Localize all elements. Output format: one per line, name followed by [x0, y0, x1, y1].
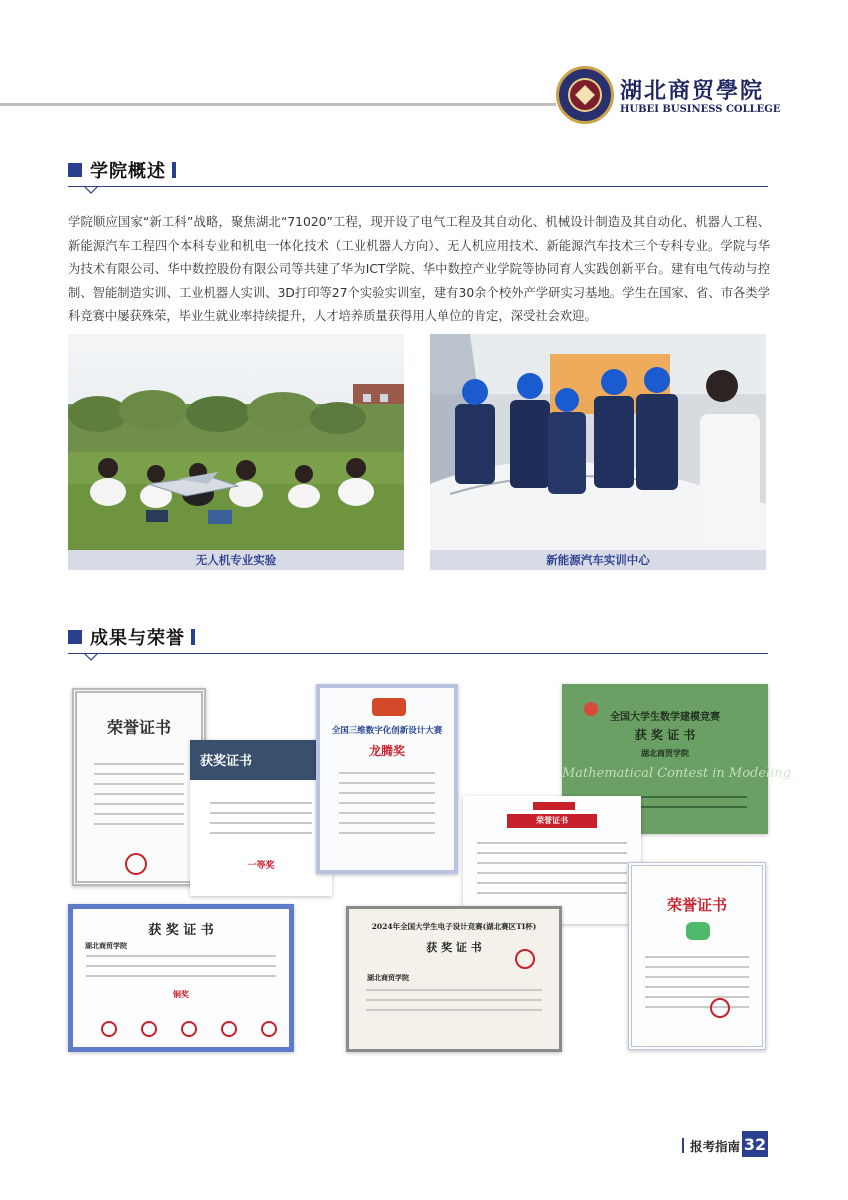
red-seal-icon	[710, 998, 730, 1018]
page-number: 32	[742, 1131, 768, 1157]
drone-lab-photo	[68, 334, 404, 550]
overview-paragraph: 学院顺应国家“新工科”战略，聚焦湖北“71020”工程，现开设了电气工程及其自动化、机械设计制造及其自动化、机器人工程、新能源汽车工程四个本科专业和机电一体化技术（工业机器人方向）、无人机应用技术、新能源汽车技术三个专科专业。学院与华为技术有限公司、华中数控股份有限公司等共建了华为ICT学院、华中数控产业学院等协同育人实践创新平台。建有电气传动与控制、智能制造实训、工业机器人实训、3D打印等27个实验实训室，建有30余个校外产学研实习基地。学生在国家、省、市各类学科竞赛中屡获殊荣，毕业生就业率持续提升，人才培养质量获得用人单位的肯定，深受社会欢迎。	[68, 215, 770, 323]
certificate-3d-design: 全国三维数字化创新设计大赛 龙腾奖	[316, 684, 458, 874]
certificate-honor-robotics: 荣誉证书	[628, 862, 766, 1050]
header-rule	[0, 103, 556, 106]
section-divider	[68, 653, 768, 654]
ev-training-photo	[430, 334, 766, 550]
logo-chinese-name: 湖北商贸學院	[620, 78, 765, 104]
divider-notch-icon	[84, 653, 98, 661]
red-seal-row	[101, 1021, 277, 1037]
certificate-honor-ict: 荣誉证书	[463, 796, 641, 924]
photo-caption-drone: 无人机专业实验	[68, 550, 404, 570]
section-divider	[68, 186, 768, 187]
certificate-electronic-design: 2024年全国大学生电子设计竞赛(湖北赛区TI杯) 获 奖 证 书 湖北商贸学院	[346, 906, 562, 1052]
square-bullet-icon	[68, 630, 82, 644]
photo-caption-ev: 新能源汽车实训中心	[430, 550, 766, 570]
section-title-overview: 学院概述	[68, 158, 176, 182]
title-bar-icon	[191, 629, 195, 645]
certificate-honor-1: 荣誉证书	[72, 688, 206, 886]
red-seal-icon	[515, 949, 535, 969]
title-bar-icon	[172, 162, 176, 178]
square-bullet-icon	[68, 163, 82, 177]
certificate-award-innovation: 获 奖 证 书 湖北商贸学院 铜奖	[68, 904, 294, 1052]
college-seal-icon	[556, 66, 614, 124]
footer-label: 报考指南	[690, 1139, 741, 1154]
red-seal-icon	[125, 853, 147, 875]
competition-logo-icon	[686, 922, 710, 940]
certificate-math-modeling: 全国大学生数学建模竞赛 获 奖 证 书 湖北商贸学院 Mathematical Contest in Modeling	[562, 684, 768, 834]
certificate-award-2: 获奖证书 一等奖	[190, 740, 332, 896]
divider-notch-icon	[84, 186, 98, 194]
section-title-honors: 成果与荣誉	[68, 625, 195, 649]
footer-divider	[682, 1138, 684, 1153]
trophy-wings-icon	[372, 698, 406, 716]
logo-english-name: HUBEI BUSINESS COLLEGE	[620, 104, 781, 115]
